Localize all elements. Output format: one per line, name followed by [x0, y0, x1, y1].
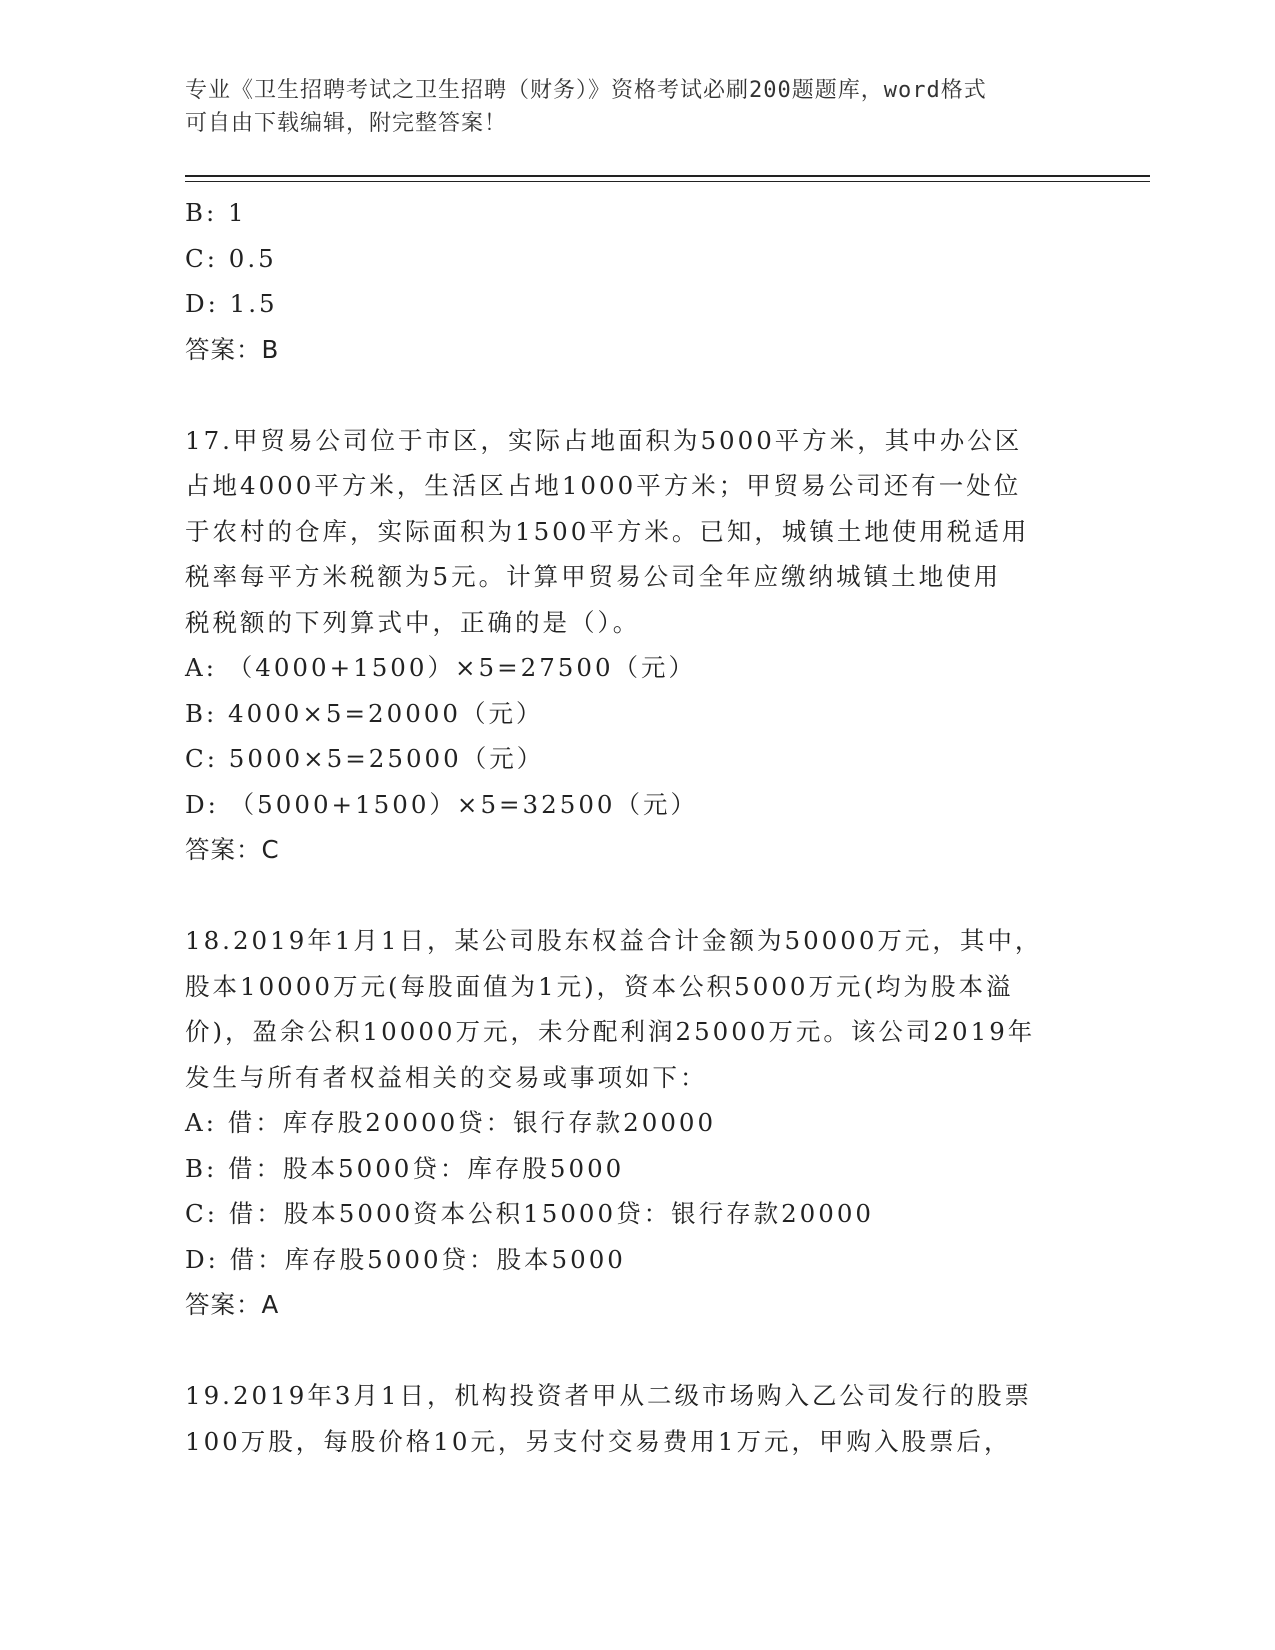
question-spacer: [185, 372, 1085, 418]
question-text-line: 发生与所有者权益相关的交易或事项如下：: [185, 1062, 708, 1092]
question-text-line: 18.2019年1月1日，某公司股东权益合计金额为50000万元，其中，: [185, 926, 1043, 955]
header-line-1: 专业《卫生招聘考试之卫生招聘（财务）》资格考试必刷200题题库，word格式: [185, 78, 987, 103]
option-a: A: （4000+1500）×5=27500（元）: [185, 653, 697, 682]
option-d: D: （5000+1500）×5=32500（元）: [185, 789, 698, 819]
answer-line: 答案：C: [185, 835, 280, 864]
question-text-line: 占地4000平方米，生活区占地1000平方米；甲贸易公司还有一处位: [185, 471, 1022, 500]
question-text-line: 税税额的下列算式中，正确的是（）。: [185, 607, 641, 637]
answer-line: 答案：A: [185, 1290, 280, 1319]
question-16-tail: [185, 190, 1085, 372]
question-17: [185, 418, 1085, 873]
question-text-line: 19.2019年3月1日，机构投资者甲从二级市场购入乙公司发行的股票: [185, 1381, 1032, 1410]
answer-line: 答案：B: [185, 334, 280, 364]
option-d: D: 借：库存股5000贷：股本5000: [185, 1244, 626, 1274]
option-b: B: 1: [185, 198, 247, 227]
question-text-line: 股本10000万元(每股面值为1元)，资本公积5000万元(均为股本溢: [185, 971, 1014, 1001]
option-c: C: 5000×5=25000（元）: [185, 744, 545, 773]
header-rule-thick: [185, 175, 1150, 177]
question-18: [185, 918, 1085, 1328]
question-spacer: [185, 1328, 1085, 1374]
question-text-line: 17.甲贸易公司位于市区，实际占地面积为5000平方米，其中办公区: [185, 425, 1023, 455]
question-text-line: 于农村的仓库，实际面积为1500平方米。已知，城镇土地使用税适用: [185, 516, 1030, 546]
question-spacer: [185, 873, 1085, 919]
option-c: C: 0.5: [185, 243, 277, 273]
header-rule-thin: [185, 181, 1150, 182]
question-text-line: 价)，盈余公积10000万元，未分配利润25000万元。该公司2019年: [185, 1017, 1036, 1046]
document-header: [185, 74, 1065, 140]
question-text-line: 税率每平方米税额为5元。计算甲贸易公司全年应缴纳城镇土地使用: [185, 562, 1002, 591]
header-line-2: 可自由下载编辑，附完整答案！: [185, 111, 508, 136]
question-text-line: 100万股，每股价格10元，另支付交易费用1万元，甲购入股票后，: [185, 1426, 1012, 1456]
question-19: [185, 1373, 1085, 1464]
option-c: C: 借：股本5000资本公积15000贷：银行存款20000: [185, 1199, 875, 1228]
document-body: [185, 190, 1085, 1464]
option-d: D: 1.5: [185, 289, 278, 318]
option-b: B: 借：股本5000贷：库存股5000: [185, 1153, 625, 1183]
option-a: A: 借：库存股20000贷：银行存款20000: [185, 1108, 717, 1137]
option-b: B: 4000×5=20000（元）: [185, 698, 544, 728]
